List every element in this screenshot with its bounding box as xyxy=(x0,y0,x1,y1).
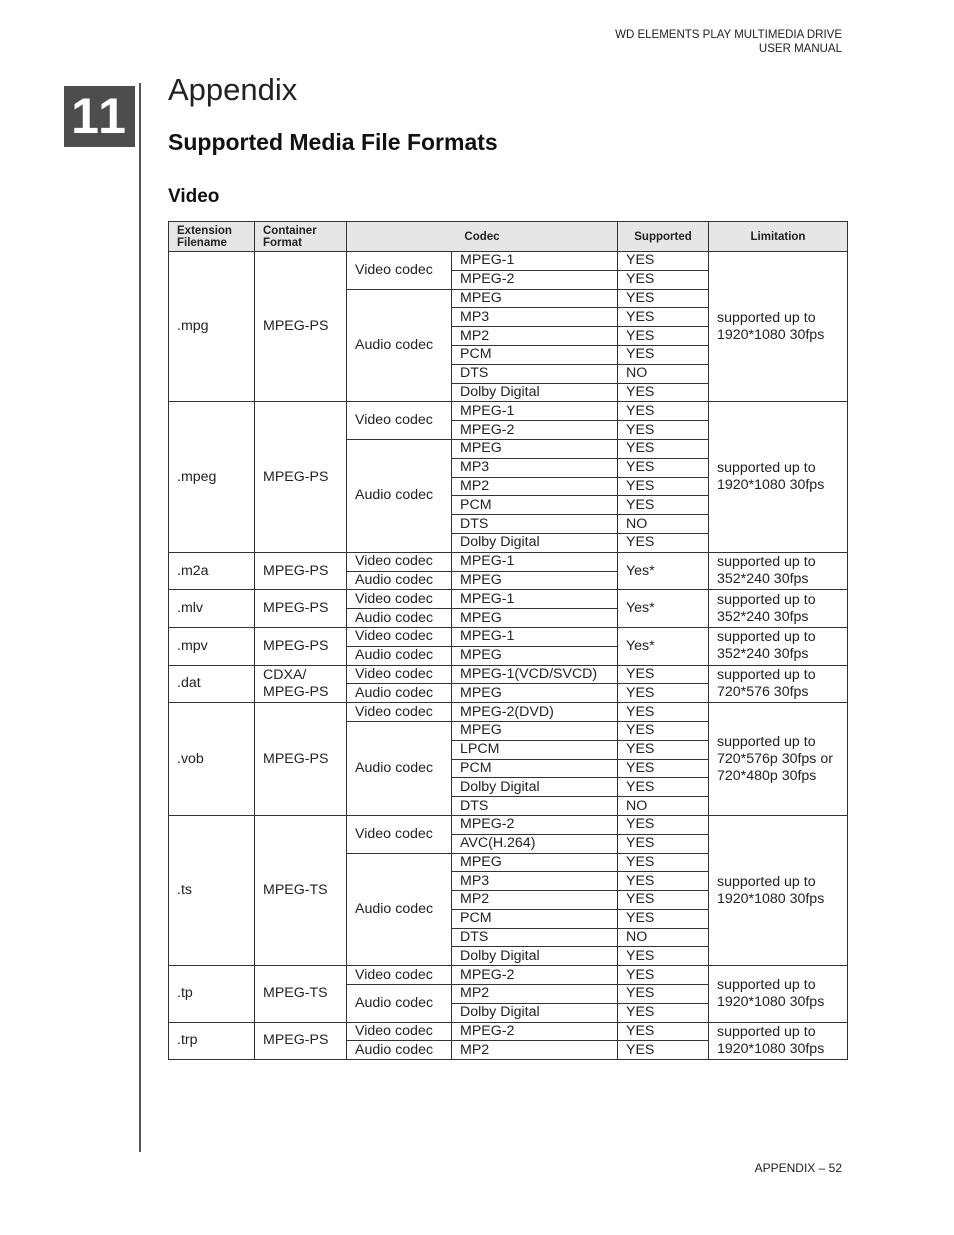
page-footer xyxy=(755,1161,842,1175)
supported-cell: YES xyxy=(618,966,709,985)
codec-type-cell: Video codec xyxy=(347,252,452,290)
supported-cell: YES xyxy=(618,402,709,421)
supported-cell: YES xyxy=(618,252,709,271)
codec-name-cell: LPCM xyxy=(452,740,618,759)
supported-cell: YES xyxy=(618,740,709,759)
codec-name-cell: MPEG xyxy=(452,609,618,628)
limitation-cell: supported up to 1920*1080 30fps xyxy=(709,815,848,965)
codec-type-cell: Video codec xyxy=(347,703,452,722)
table-row xyxy=(169,252,848,271)
table-row xyxy=(169,665,848,684)
supported-cell: YES xyxy=(618,458,709,477)
supported-cell: YES xyxy=(618,684,709,703)
codec-name-cell: MPEG xyxy=(452,289,618,308)
codec-name-cell: MPEG xyxy=(452,853,618,872)
codec-name-cell: MPEG-1 xyxy=(452,590,618,609)
table-body xyxy=(169,252,848,1060)
supported-cell: YES xyxy=(618,985,709,1004)
subsection-title: Video xyxy=(168,186,220,207)
table-row xyxy=(169,627,848,646)
codec-type-cell: Video codec xyxy=(347,402,452,440)
codec-name-cell: MP2 xyxy=(452,891,618,910)
codec-name-cell: MP2 xyxy=(452,327,618,346)
container-cell: MPEG-PS xyxy=(255,252,347,402)
supported-cell: NO xyxy=(618,928,709,947)
limitation-cell: supported up to 1920*1080 30fps xyxy=(709,1022,848,1060)
codec-name-cell: MPEG-2 xyxy=(452,966,618,985)
extension-cell: .mpeg xyxy=(169,402,255,552)
chapter-number-badge: 11 xyxy=(64,86,135,147)
codec-type-cell: Video codec xyxy=(347,815,452,853)
codec-name-cell: MPEG-1 xyxy=(452,402,618,421)
codec-name-cell: MP2 xyxy=(452,985,618,1004)
footer-separator: – xyxy=(815,1161,829,1175)
header-subtitle: USER MANUAL xyxy=(758,43,842,55)
codec-type-cell: Audio codec xyxy=(347,1041,452,1060)
codec-name-cell: MP3 xyxy=(452,308,618,327)
supported-cell: YES xyxy=(618,721,709,740)
codec-name-cell: Dolby Digital xyxy=(452,1003,618,1022)
codec-type-cell: Video codec xyxy=(347,552,452,571)
supported-cell: YES xyxy=(618,815,709,834)
codec-type-cell: Audio codec xyxy=(347,853,452,966)
header-limitation: Limitation xyxy=(709,222,848,252)
codec-name-cell: PCM xyxy=(452,496,618,515)
supported-cell: YES xyxy=(618,665,709,684)
section-title: Supported Media File Formats xyxy=(168,129,498,155)
supported-cell: YES xyxy=(618,1022,709,1041)
codec-name-cell: PCM xyxy=(452,759,618,778)
codec-type-cell: Audio codec xyxy=(347,721,452,815)
supported-cell: YES xyxy=(618,909,709,928)
supported-cell: Yes* xyxy=(618,627,709,665)
codec-type-cell: Video codec xyxy=(347,590,452,609)
supported-cell: YES xyxy=(618,703,709,722)
limitation-cell: supported up to 720*576p 30fps or 720*480p 30fps xyxy=(709,703,848,816)
page-number: 52 xyxy=(828,1161,842,1175)
codec-name-cell: MPEG xyxy=(452,721,618,740)
supported-cell: YES xyxy=(618,853,709,872)
supported-cell: YES xyxy=(618,533,709,552)
codec-name-cell: Dolby Digital xyxy=(452,778,618,797)
container-cell: MPEG-TS xyxy=(255,815,347,965)
limitation-cell: supported up to 352*240 30fps xyxy=(709,627,848,665)
codec-type-cell: Audio codec xyxy=(347,985,452,1023)
supported-cell: YES xyxy=(618,891,709,910)
codec-type-cell: Audio codec xyxy=(347,684,452,703)
codec-name-cell: PCM xyxy=(452,345,618,364)
codec-type-cell: Audio codec xyxy=(347,439,452,552)
limitation-cell: supported up to 1920*1080 30fps xyxy=(709,966,848,1022)
container-cell: CDXA/ MPEG-PS xyxy=(255,665,347,703)
supported-cell: YES xyxy=(618,947,709,966)
container-cell: MPEG-PS xyxy=(255,402,347,552)
codec-type-cell: Video codec xyxy=(347,966,452,985)
codec-name-cell: Dolby Digital xyxy=(452,383,618,402)
codec-name-cell: MPEG-1(VCD/SVCD) xyxy=(452,665,618,684)
codec-name-cell: MPEG xyxy=(452,684,618,703)
codec-name-cell: DTS xyxy=(452,797,618,816)
supported-cell: YES xyxy=(618,383,709,402)
supported-cell: YES xyxy=(618,1003,709,1022)
codec-name-cell: MPEG-2 xyxy=(452,270,618,289)
container-cell: MPEG-TS xyxy=(255,966,347,1022)
table-row xyxy=(169,590,848,609)
running-header xyxy=(615,28,842,56)
codec-name-cell: MPEG xyxy=(452,571,618,590)
header-extension: Extension Filename xyxy=(169,222,255,252)
container-cell: MPEG-PS xyxy=(255,703,347,816)
table-header-row xyxy=(169,222,848,252)
supported-cell: YES xyxy=(618,1041,709,1060)
codec-type-cell: Audio codec xyxy=(347,289,452,402)
codec-type-cell: Video codec xyxy=(347,1022,452,1041)
container-cell: MPEG-PS xyxy=(255,590,347,628)
limitation-cell: supported up to 1920*1080 30fps xyxy=(709,402,848,552)
codec-name-cell: MPEG xyxy=(452,646,618,665)
codec-name-cell: MP2 xyxy=(452,1041,618,1060)
supported-cell: NO xyxy=(618,515,709,534)
codec-type-cell: Audio codec xyxy=(347,646,452,665)
header-supported: Supported xyxy=(618,222,709,252)
supported-cell: YES xyxy=(618,778,709,797)
supported-cell: YES xyxy=(618,421,709,440)
supported-cell: YES xyxy=(618,308,709,327)
limitation-cell: supported up to 1920*1080 30fps xyxy=(709,252,848,402)
table-row xyxy=(169,552,848,571)
codec-name-cell: MPEG-2(DVD) xyxy=(452,703,618,722)
codec-name-cell: MPEG-2 xyxy=(452,1022,618,1041)
extension-cell: .tp xyxy=(169,966,255,1022)
extension-cell: .vob xyxy=(169,703,255,816)
header-title: WD ELEMENTS PLAY MULTIMEDIA DRIVE xyxy=(615,29,842,41)
codec-name-cell: MPEG-1 xyxy=(452,252,618,271)
supported-cell: YES xyxy=(618,439,709,458)
codec-name-cell: MPEG xyxy=(452,439,618,458)
supported-cell: YES xyxy=(618,289,709,308)
table-row xyxy=(169,815,848,834)
video-formats-table xyxy=(168,221,848,1060)
extension-cell: .m2a xyxy=(169,552,255,590)
table-row xyxy=(169,966,848,985)
table-row xyxy=(169,402,848,421)
codec-type-cell: Video codec xyxy=(347,627,452,646)
codec-name-cell: MP3 xyxy=(452,872,618,891)
supported-cell: YES xyxy=(618,327,709,346)
container-cell: MPEG-PS xyxy=(255,552,347,590)
container-cell: MPEG-PS xyxy=(255,1022,347,1060)
supported-cell: YES xyxy=(618,759,709,778)
codec-name-cell: MPEG-1 xyxy=(452,627,618,646)
header-codec: Codec xyxy=(347,222,618,252)
codec-type-cell: Video codec xyxy=(347,665,452,684)
table-row xyxy=(169,1022,848,1041)
supported-cell: YES xyxy=(618,345,709,364)
codec-name-cell: PCM xyxy=(452,909,618,928)
container-cell: MPEG-PS xyxy=(255,627,347,665)
video-formats-table-wrapper xyxy=(168,221,847,1060)
extension-cell: .ts xyxy=(169,815,255,965)
limitation-cell: supported up to 720*576 30fps xyxy=(709,665,848,703)
extension-cell: .mpg xyxy=(169,252,255,402)
supported-cell: YES xyxy=(618,477,709,496)
supported-cell: YES xyxy=(618,872,709,891)
codec-name-cell: DTS xyxy=(452,928,618,947)
chapter-title: Appendix xyxy=(168,72,298,107)
extension-cell: .mlv xyxy=(169,590,255,628)
limitation-cell: supported up to 352*240 30fps xyxy=(709,552,848,590)
table-row xyxy=(169,703,848,722)
supported-cell: YES xyxy=(618,834,709,853)
extension-cell: .trp xyxy=(169,1022,255,1060)
supported-cell: Yes* xyxy=(618,590,709,628)
extension-cell: .dat xyxy=(169,665,255,703)
limitation-cell: supported up to 352*240 30fps xyxy=(709,590,848,628)
codec-name-cell: DTS xyxy=(452,515,618,534)
chapter-divider-rule xyxy=(139,83,141,1152)
codec-name-cell: MP3 xyxy=(452,458,618,477)
codec-name-cell: MP2 xyxy=(452,477,618,496)
codec-type-cell: Audio codec xyxy=(347,609,452,628)
supported-cell: YES xyxy=(618,496,709,515)
codec-name-cell: MPEG-2 xyxy=(452,421,618,440)
extension-cell: .mpv xyxy=(169,627,255,665)
codec-name-cell: AVC(H.264) xyxy=(452,834,618,853)
supported-cell: Yes* xyxy=(618,552,709,590)
codec-name-cell: MPEG-1 xyxy=(452,552,618,571)
supported-cell: YES xyxy=(618,270,709,289)
codec-name-cell: Dolby Digital xyxy=(452,947,618,966)
codec-type-cell: Audio codec xyxy=(347,571,452,590)
codec-name-cell: Dolby Digital xyxy=(452,533,618,552)
supported-cell: NO xyxy=(618,797,709,816)
supported-cell: NO xyxy=(618,364,709,383)
codec-name-cell: MPEG-2 xyxy=(452,815,618,834)
codec-name-cell: DTS xyxy=(452,364,618,383)
header-container: Container Format xyxy=(255,222,347,252)
footer-section: APPENDIX xyxy=(754,1161,816,1175)
